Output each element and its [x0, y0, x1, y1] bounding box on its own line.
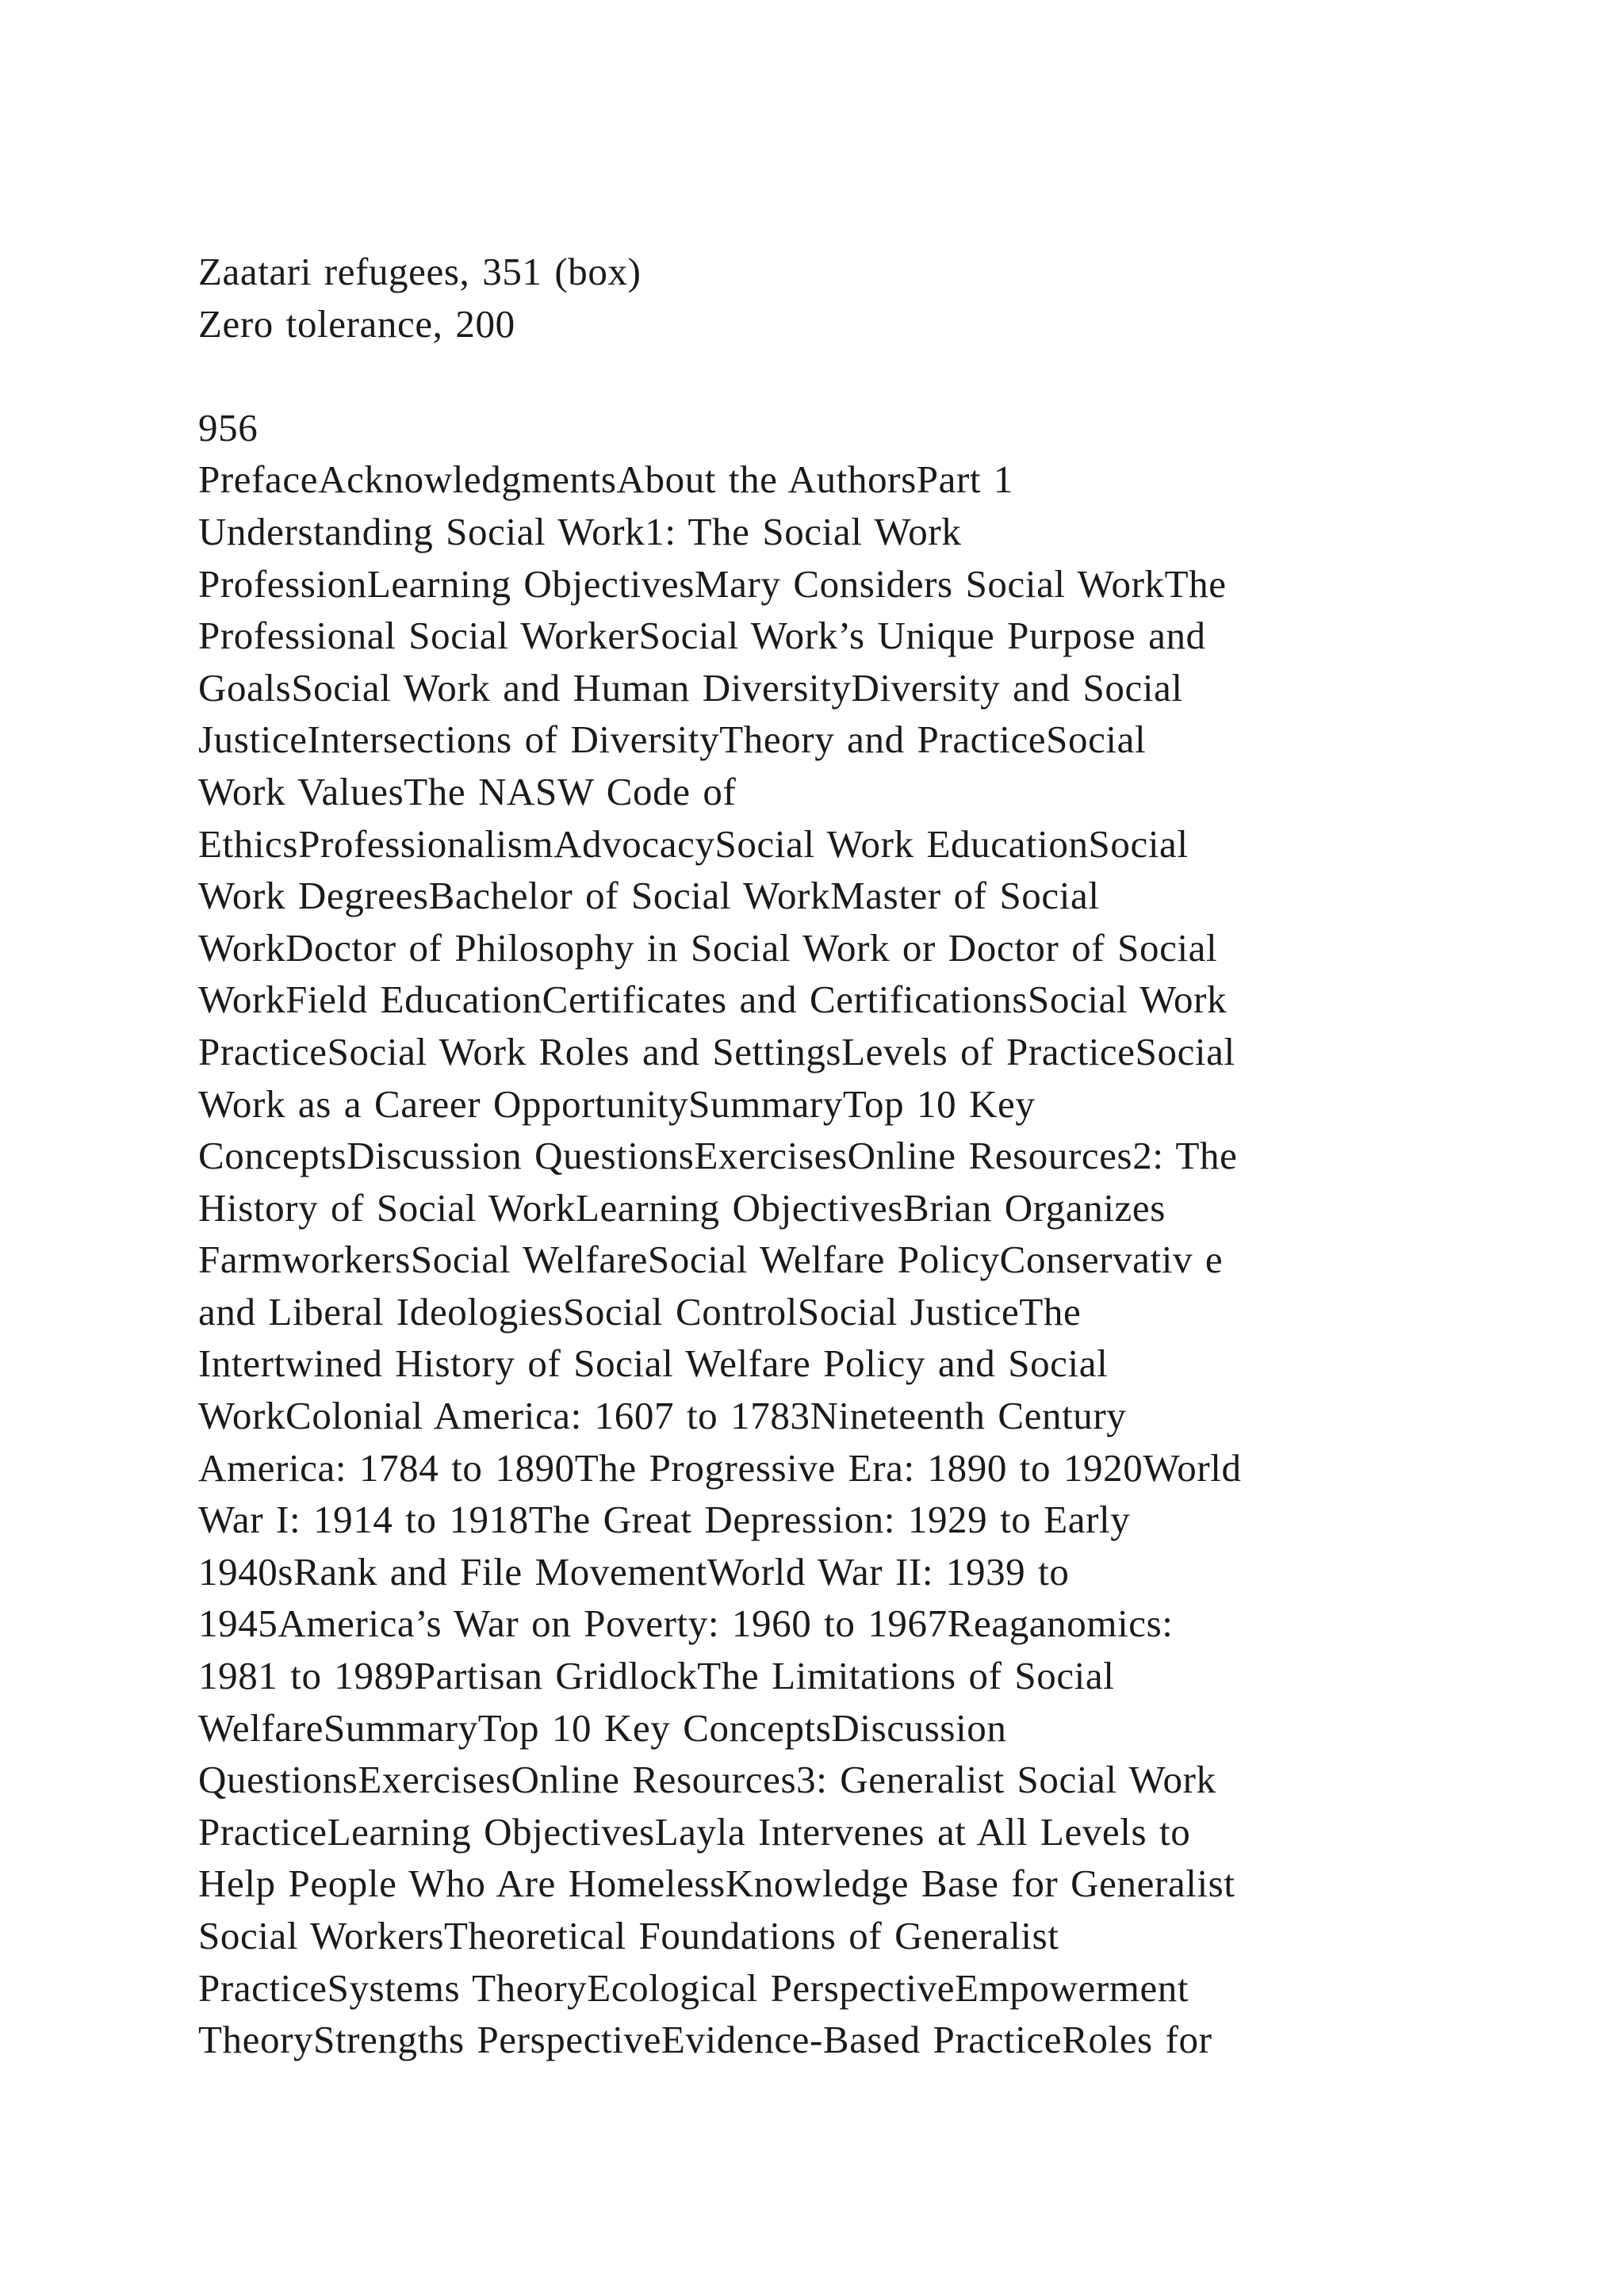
- table-of-contents: [198, 453, 1435, 2065]
- toc-line: JusticeIntersections of DiversityTheory and PracticeSocial: [198, 718, 1147, 762]
- toc-line: History of Social WorkLearning ObjectivesBrian Organizes: [198, 1185, 1166, 1230]
- toc-line: PracticeLearning ObjectivesLayla Intervenes at All Levels to: [198, 1809, 1191, 1854]
- document-text: [198, 246, 1435, 2066]
- toc-line: GoalsSocial Work and Human DiversityDiversity and Social: [198, 665, 1183, 710]
- toc-line: ConceptsDiscussion QuestionsExercisesOnline Resources2: The: [198, 1134, 1238, 1178]
- toc-line: 1945America’s War on Poverty: 1960 to 1967Reaganomics:: [198, 1601, 1174, 1646]
- toc-line: TheoryStrengths PerspectiveEvidence-Based PracticeRoles for: [198, 2018, 1212, 2062]
- toc-line: WorkDoctor of Philosophy in Social Work or Doctor of Social: [198, 925, 1218, 970]
- toc-line: WorkField EducationCertificates and CertificationsSocial Work: [198, 978, 1228, 1022]
- toc-line: War I: 1914 to 1918The Great Depression: 1929 to Early: [198, 1498, 1131, 1542]
- toc-line: Work as a Career OpportunitySummaryTop 10 Key: [198, 1081, 1036, 1126]
- toc-line: Work ValuesThe NASW Code of: [198, 769, 737, 813]
- toc-line: WelfareSummaryTop 10 Key ConceptsDiscussion: [198, 1705, 1007, 1750]
- toc-line: PracticeSocial Work Roles and SettingsLevels of PracticeSocial: [198, 1029, 1235, 1073]
- toc-line: PrefaceAcknowledgmentsAbout the AuthorsPart 1: [198, 457, 1014, 502]
- blank-line: [198, 350, 1435, 402]
- toc-line: Work DegreesBachelor of Social WorkMaster of Social: [198, 874, 1100, 918]
- toc-line: Professional Social WorkerSocial Work’s Unique Purpose and: [198, 614, 1206, 658]
- toc-line: 1981 to 1989Partisan GridlockThe Limitations of Social: [198, 1654, 1115, 1698]
- toc-line: ProfessionLearning ObjectivesMary Considers Social WorkThe: [198, 561, 1227, 606]
- toc-line: America: 1784 to 1890The Progressive Era: 1890 to 1920World: [198, 1445, 1242, 1490]
- toc-line: WorkColonial America: 1607 to 1783Nineteenth Century: [198, 1394, 1127, 1438]
- toc-line: Social WorkersTheoretical Foundations of Generalist: [198, 1914, 1059, 1957]
- toc-line: FarmworkersSocial WelfareSocial Welfare PolicyConservativ e: [198, 1238, 1224, 1282]
- index-entry-zaatari: Zaatari refugees, 351 (box): [198, 250, 642, 293]
- toc-line: EthicsProfessionalismAdvocacySocial Work EducationSocial: [198, 821, 1189, 866]
- toc-line: 1940sRank and File MovementWorld War II: 1939 to: [198, 1549, 1070, 1594]
- toc-line: PracticeSystems TheoryEcological PerspectiveEmpowerment: [198, 1965, 1189, 2010]
- toc-line: and Liberal IdeologiesSocial ControlSocial JusticeThe: [198, 1289, 1082, 1334]
- page-number: 956: [198, 405, 259, 450]
- toc-line: Intertwined History of Social Welfare Policy and Social: [198, 1341, 1109, 1386]
- index-entry-zero-tolerance: Zero tolerance, 200: [198, 301, 515, 346]
- toc-line: QuestionsExercisesOnline Resources3: Generalist Social Work: [198, 1758, 1216, 1802]
- toc-line: Understanding Social Work1: The Social Work: [198, 509, 962, 553]
- toc-line: Help People Who Are HomelessKnowledge Base for Generalist: [198, 1862, 1235, 1906]
